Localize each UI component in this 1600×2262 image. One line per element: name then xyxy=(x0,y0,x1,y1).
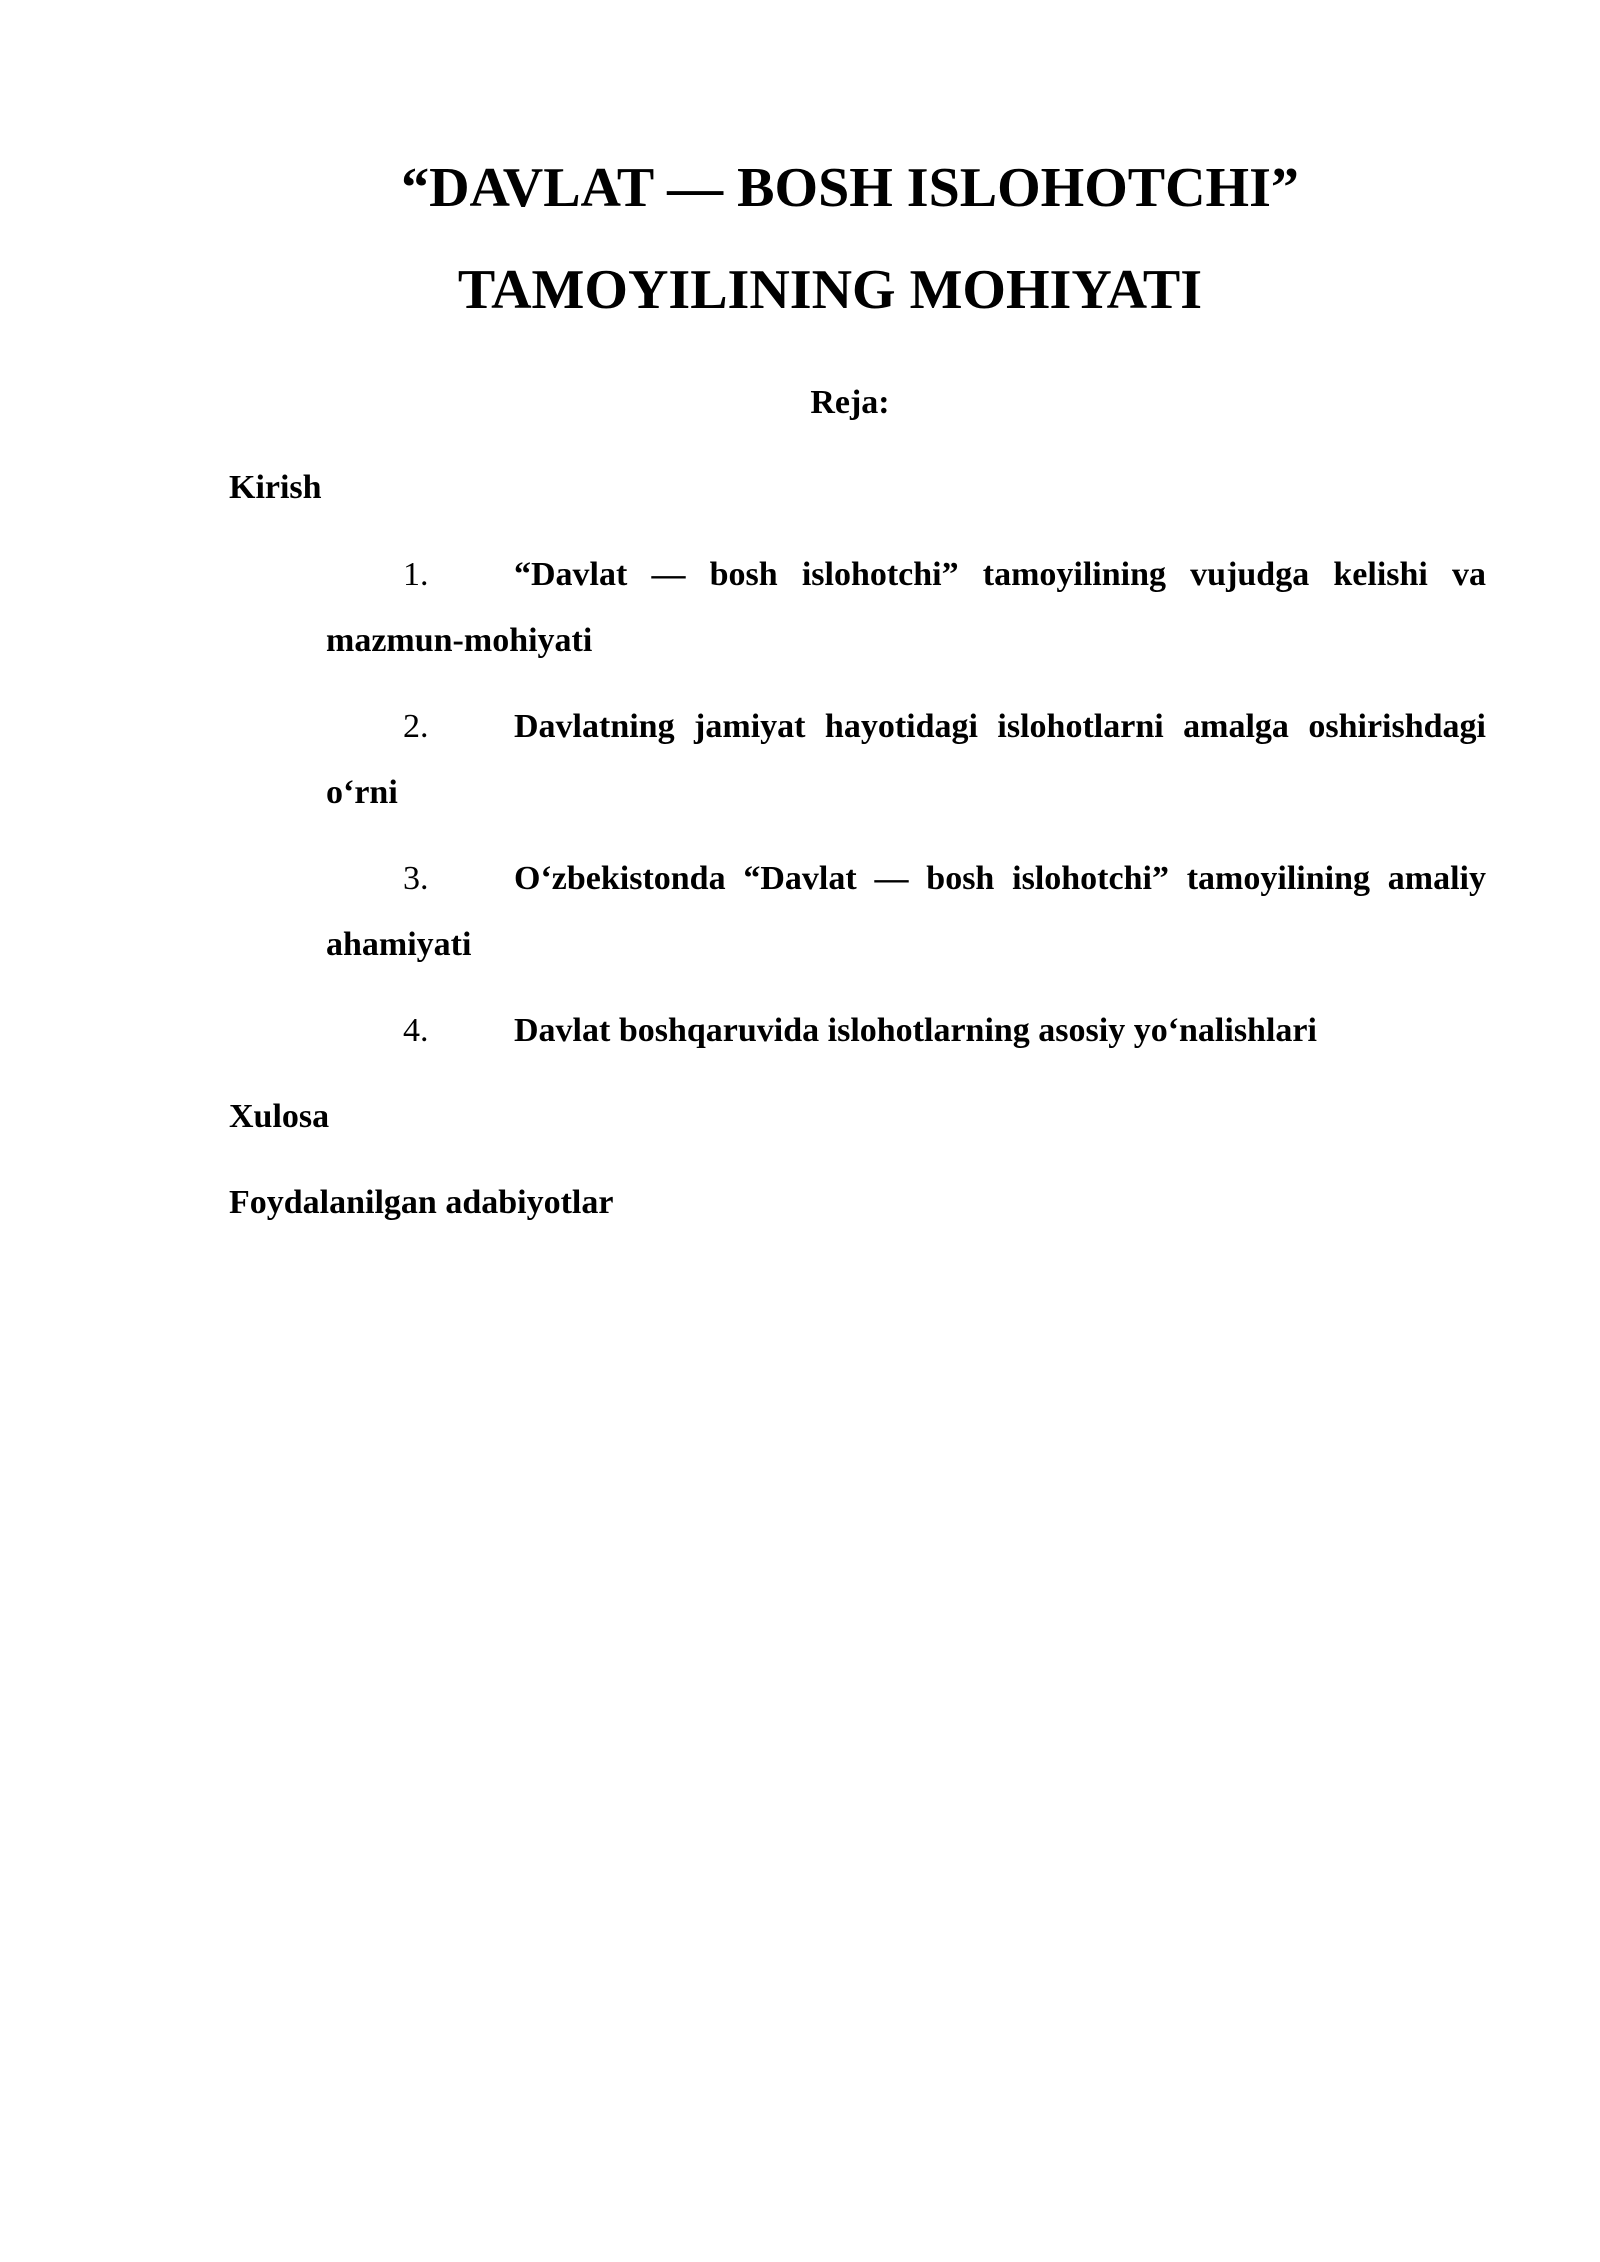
plan-item-number: 3. xyxy=(403,860,429,897)
section-intro: Kirish xyxy=(229,469,322,506)
plan-item-number: 2. xyxy=(403,708,429,745)
section-references: Foydalanilgan adabiyotlar xyxy=(229,1184,614,1221)
plan-item-text: Davlatning jamiyat hayotidagi islohotlarni amalga oshirishdagi o‘rni xyxy=(326,708,1486,811)
plan-item-1 xyxy=(326,542,1486,674)
document-title-line-2: TAMOYILINING MOHIYATI xyxy=(457,259,1203,321)
plan-item-2 xyxy=(326,694,1486,826)
plan-item-number: 4. xyxy=(403,1012,429,1049)
plan-heading: Reja: xyxy=(810,384,890,421)
plan-item-text: Davlat boshqaruvida islohotlarning asosiy yo‘nalishlari xyxy=(514,1012,1317,1049)
plan-item-number: 1. xyxy=(403,556,429,593)
plan-item-4 xyxy=(326,998,1486,1064)
plan-item-text: O‘zbekistonda “Davlat — bosh islohotchi” tamoyilining amaliy ahamiyati xyxy=(326,860,1486,963)
document-title-line-1: “DAVLAT — BOSH ISLOHOTCHI” xyxy=(401,157,1299,219)
plan-item-3 xyxy=(326,846,1486,978)
section-conclusion: Xulosa xyxy=(229,1098,330,1135)
plan-item-text: “Davlat — bosh islohotchi” tamoyilining vujudga kelishi va mazmun-mohiyati xyxy=(326,556,1486,659)
